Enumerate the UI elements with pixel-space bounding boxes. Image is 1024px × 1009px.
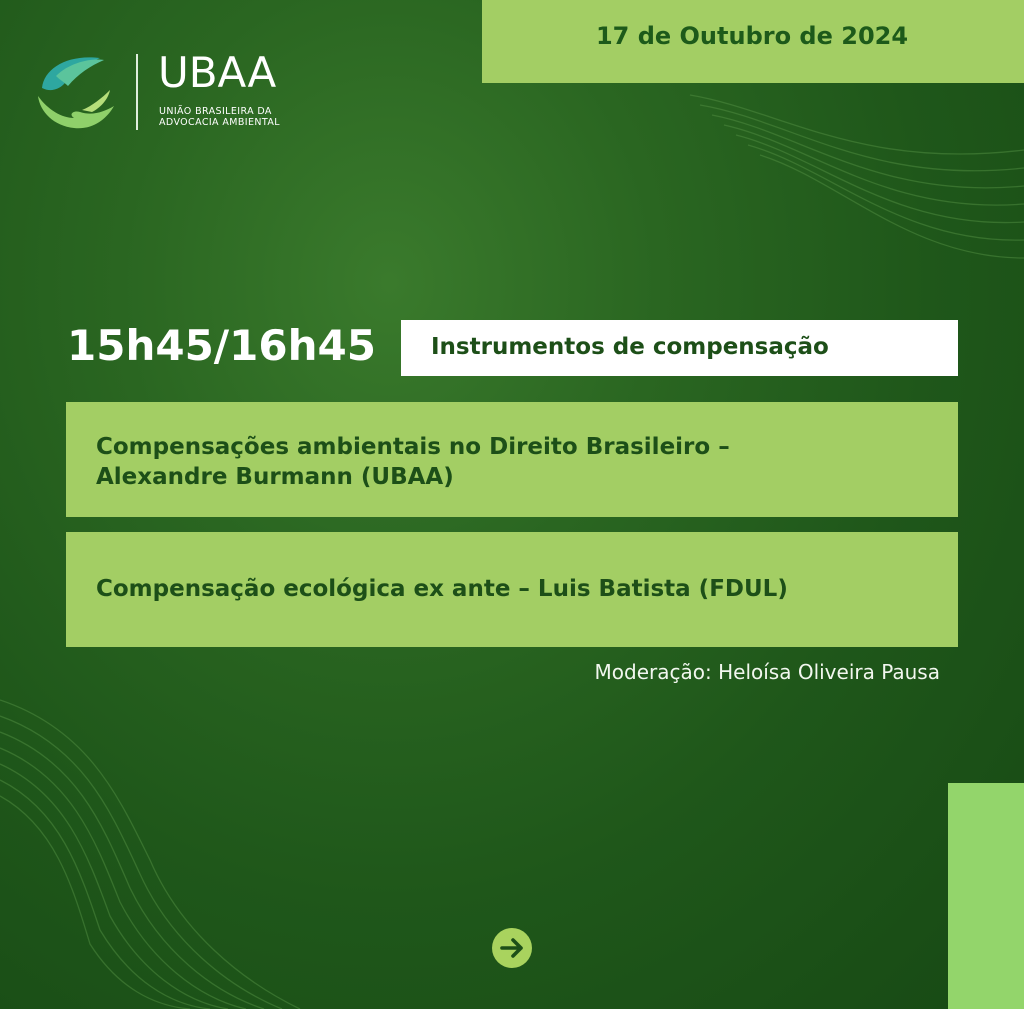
session-time: 15h45/16h45 [67,321,376,370]
corner-accent-block [948,783,1024,1009]
logo-name: UBAA [158,48,277,97]
talk-title [96,432,730,492]
talk-card [66,402,958,517]
ubaa-logo [34,50,294,134]
event-date: 17 de Outubro de 2024 [595,22,909,50]
session-topic: Instrumentos de compensação [431,334,829,360]
talk-title [96,574,788,604]
date-banner [482,0,1024,83]
logo-divider [136,54,138,130]
talk-title-line1: Compensação ecológica ex ante – Luis Batista (FDUL) [96,576,788,602]
arrow-right-circle-icon [492,928,532,968]
talk-title-line1: Compensações ambientais no Direito Brasileiro – [96,434,730,460]
leaf-hand-icon [34,50,120,134]
logo-subtitle [159,106,280,128]
logo-subtitle-line2: ADVOCACIA AMBIENTAL [159,117,280,128]
next-slide-button[interactable] [492,928,532,968]
session-topic-box [401,320,958,376]
talk-title-line2: Alexandre Burmann (UBAA) [96,464,454,490]
logo-subtitle-line1: UNIÃO BRASILEIRA DA [159,106,272,117]
talk-card [66,532,958,647]
moderation-credit: Moderação: Heloísa Oliveira Pausa [594,660,940,684]
